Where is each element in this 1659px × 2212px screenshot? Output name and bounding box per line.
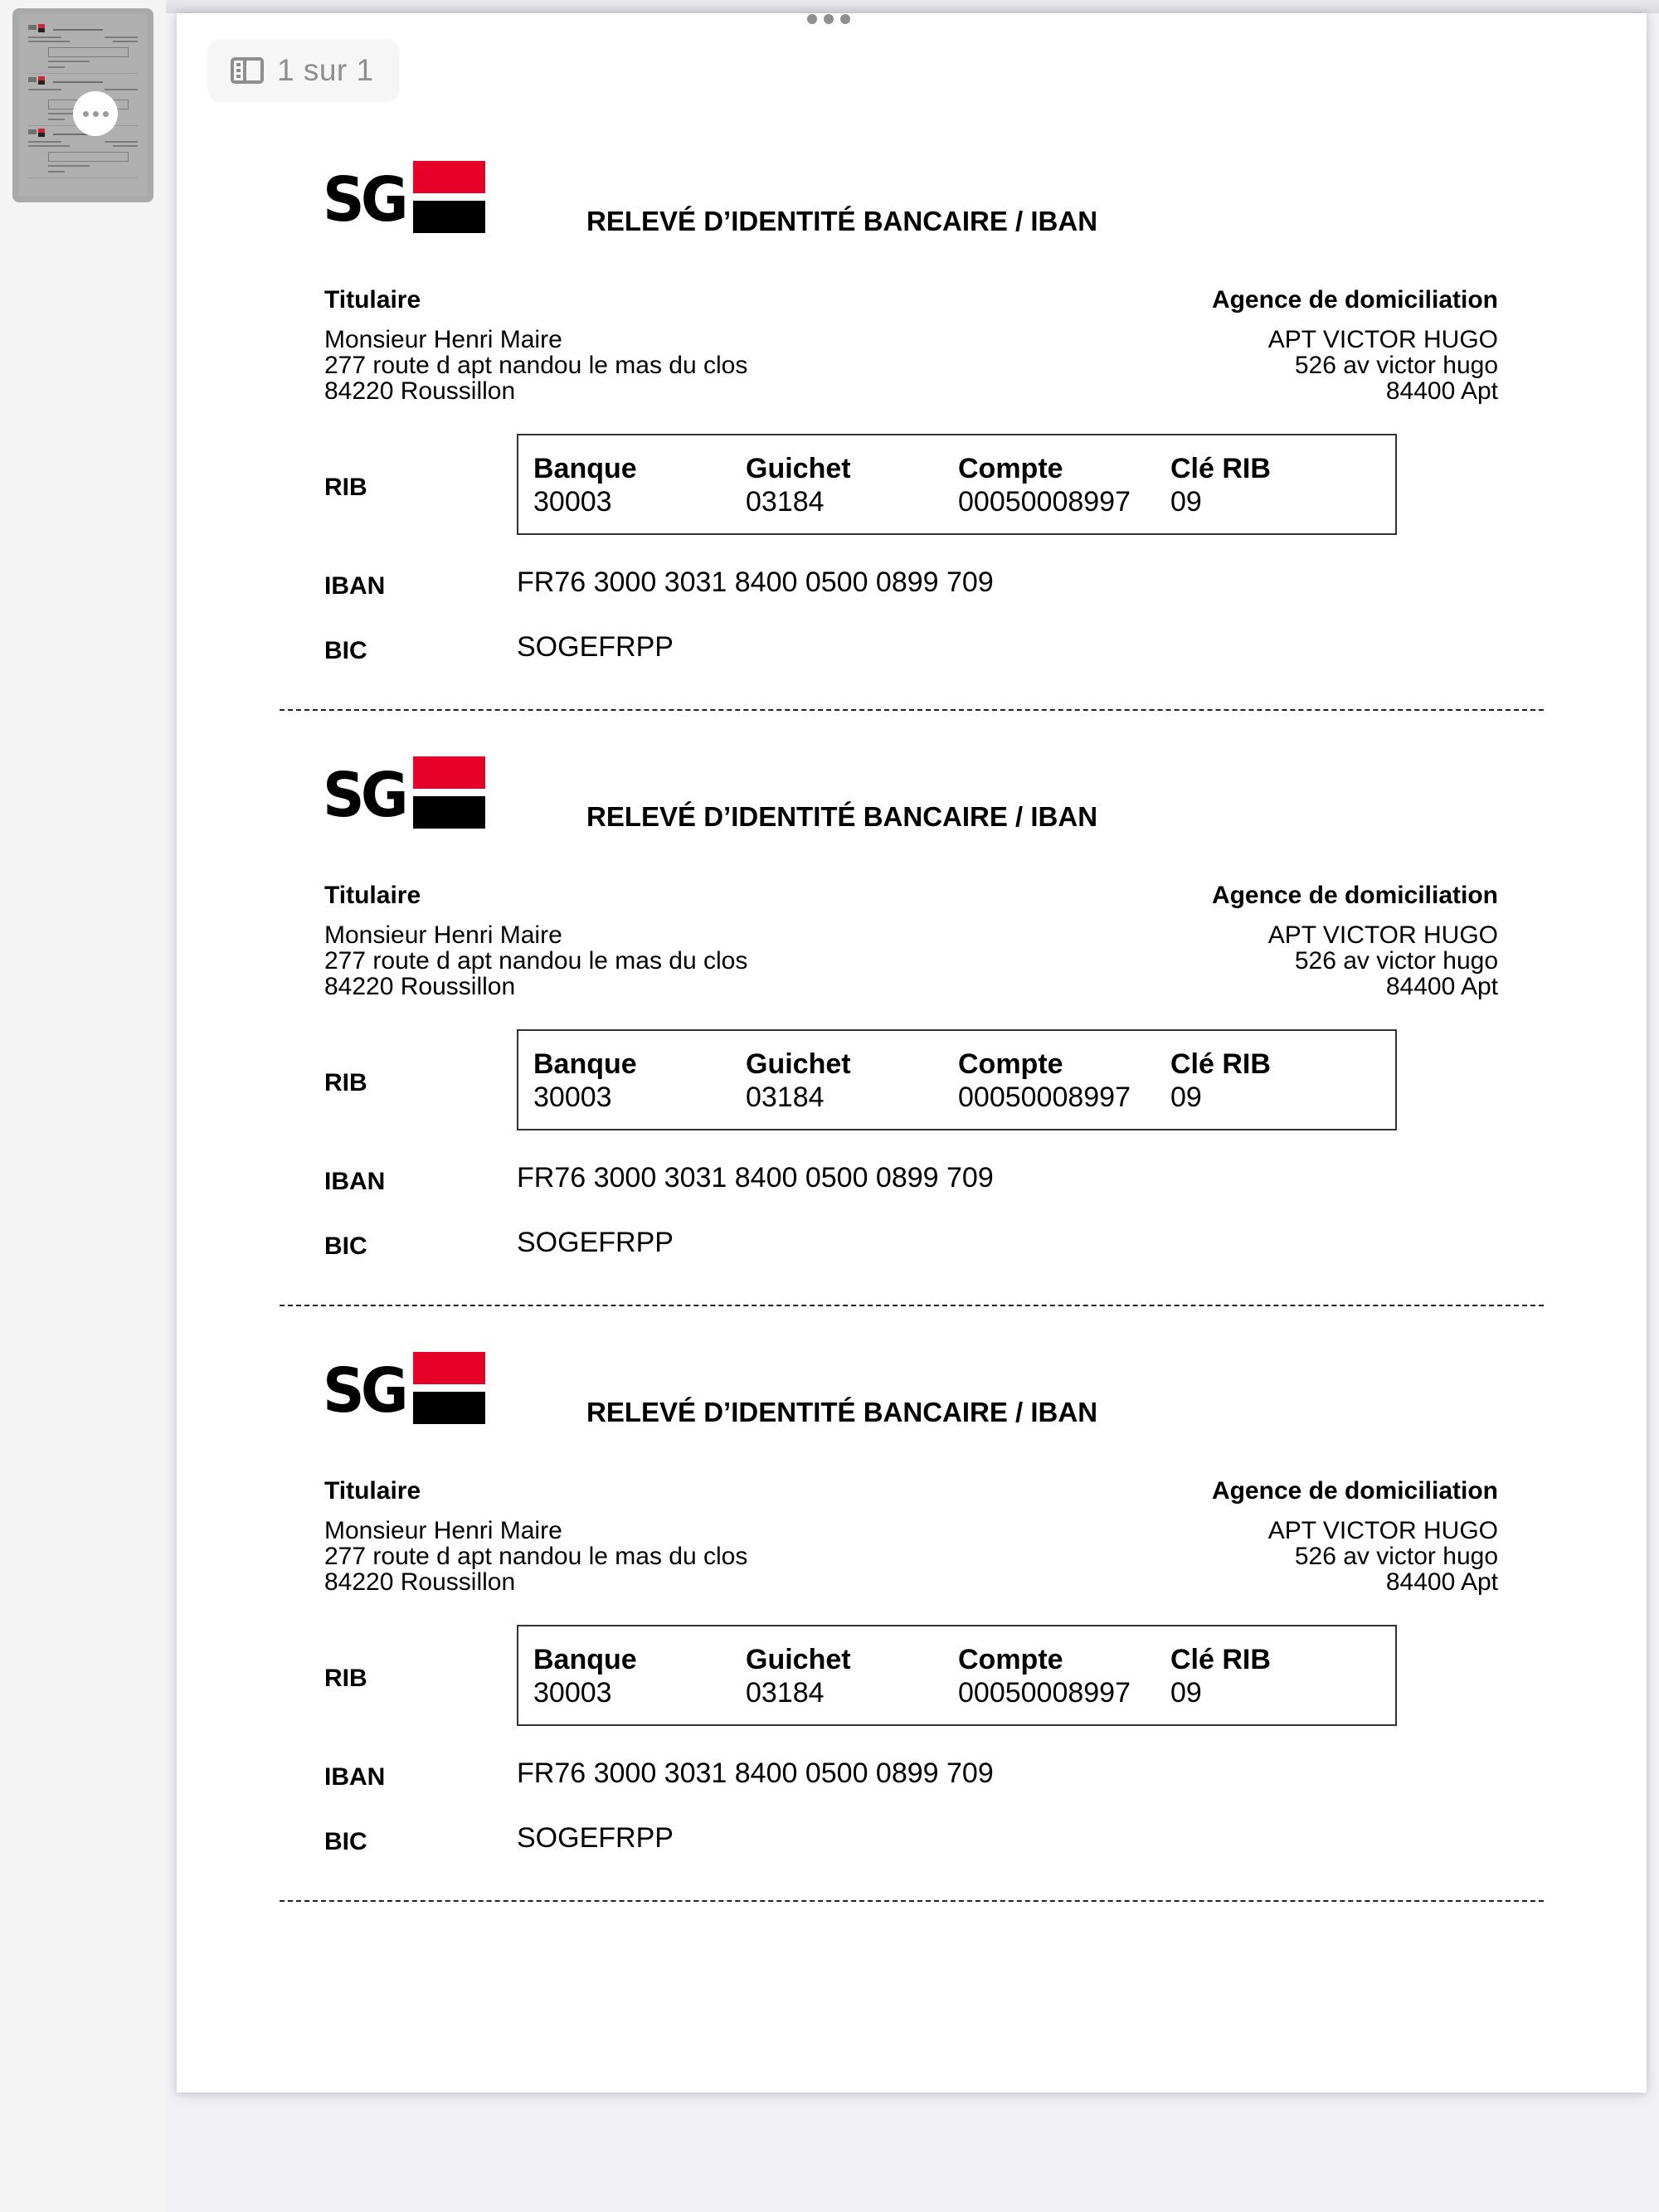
- rib-column-banque: [533, 452, 637, 518]
- holder-street: 277 route d apt nandou le mas du clos: [324, 947, 748, 975]
- holder-city: 84220 Roussillon: [324, 377, 516, 405]
- sg-logo-red-square: [413, 1352, 485, 1384]
- iban-label: IBAN: [324, 1168, 386, 1195]
- rib-block: [0, 596, 1659, 1260]
- sg-logo-black-square: [413, 796, 485, 829]
- rib-column-cle: [1170, 1048, 1271, 1114]
- bic-value: SOGEFRPP: [517, 631, 674, 663]
- agency-label: Agence de domiciliation: [1211, 882, 1498, 909]
- rib-value: 09: [1170, 1677, 1202, 1709]
- document-title: RELEVÉ D’IDENTITÉ BANCAIRE / IBAN: [586, 1397, 1098, 1427]
- rib-value: 09: [1170, 1082, 1202, 1113]
- iban-value: FR76 3000 3031 8400 0500 0899 709: [517, 566, 994, 598]
- rib-header: Guichet: [746, 1048, 851, 1080]
- dashed-separator: [280, 1900, 1544, 1902]
- sg-logo-black-square: [413, 1392, 485, 1424]
- agency-address: [1268, 922, 1498, 999]
- holder-label: Titulaire: [324, 882, 421, 909]
- rib-column-guichet: [746, 1643, 851, 1709]
- rib-table: [517, 434, 1397, 535]
- rib-block: [0, 0, 1659, 664]
- bic-value: SOGEFRPP: [517, 1822, 674, 1854]
- rib-header: Clé RIB: [1170, 1644, 1271, 1675]
- holder-label: Titulaire: [324, 286, 421, 314]
- agency-name: APT VICTOR HUGO: [1267, 1517, 1498, 1544]
- iban-label: IBAN: [324, 1763, 386, 1791]
- holder-street: 277 route d apt nandou le mas du clos: [324, 1543, 748, 1570]
- rib-label: RIB: [324, 1069, 367, 1096]
- rib-header: Banque: [533, 1644, 637, 1675]
- page-indicator-text: 1 sur 1: [277, 53, 374, 87]
- rib-value: 03184: [746, 1082, 825, 1113]
- agency-address: [1268, 1518, 1498, 1595]
- bic-value: SOGEFRPP: [517, 1227, 674, 1258]
- holder-label: Titulaire: [324, 1477, 421, 1505]
- rib-column-guichet: [746, 1048, 851, 1114]
- holder-address: [324, 922, 747, 999]
- sg-logo-red-square: [413, 161, 485, 193]
- holder-name: Monsieur Henri Maire: [324, 921, 562, 949]
- rib-header: Guichet: [746, 453, 851, 484]
- agency-city: 84400 Apt: [1385, 973, 1498, 1000]
- rib-column-cle: [1170, 452, 1271, 518]
- rib-column-guichet: [746, 452, 851, 518]
- rib-header: Guichet: [746, 1644, 851, 1675]
- rib-header: Clé RIB: [1170, 453, 1271, 484]
- holder-name: Monsieur Henri Maire: [324, 326, 562, 353]
- agency-label: Agence de domiciliation: [1211, 286, 1498, 314]
- agency-street: 526 av victor hugo: [1294, 352, 1498, 379]
- holder-city: 84220 Roussillon: [324, 973, 516, 1000]
- agency-street: 526 av victor hugo: [1294, 1543, 1498, 1570]
- rib-column-compte: [958, 1048, 1131, 1114]
- document-title: RELEVÉ D’IDENTITÉ BANCAIRE / IBAN: [586, 206, 1098, 236]
- rib-block: [0, 1191, 1659, 1855]
- rib-header: Compte: [958, 1048, 1063, 1080]
- rib-value: 30003: [533, 486, 612, 518]
- rib-value: 03184: [746, 1677, 825, 1709]
- bic-label: BIC: [324, 1232, 367, 1260]
- rib-header: Compte: [958, 453, 1063, 484]
- agency-street: 526 av victor hugo: [1294, 947, 1498, 975]
- rib-header: Banque: [533, 1048, 637, 1080]
- rib-column-banque: [533, 1643, 637, 1709]
- rib-column-compte: [958, 1643, 1131, 1709]
- holder-street: 277 route d apt nandou le mas du clos: [324, 352, 748, 379]
- rib-value: 03184: [746, 486, 825, 518]
- holder-name: Monsieur Henri Maire: [324, 1517, 562, 1544]
- agency-name: APT VICTOR HUGO: [1267, 326, 1498, 353]
- rib-value: 09: [1170, 486, 1202, 518]
- bic-label: BIC: [324, 1828, 367, 1855]
- iban-value: FR76 3000 3031 8400 0500 0899 709: [517, 1757, 994, 1789]
- agency-city: 84400 Apt: [1385, 377, 1498, 405]
- rib-header: Banque: [533, 453, 637, 484]
- bic-label: BIC: [324, 637, 367, 664]
- agency-city: 84400 Apt: [1385, 1568, 1498, 1596]
- sg-logo-red-square: [413, 756, 485, 789]
- holder-address: [324, 327, 747, 404]
- rib-value: 00050008997: [958, 1082, 1131, 1113]
- rib-header: Clé RIB: [1170, 1048, 1271, 1080]
- rib-column-cle: [1170, 1643, 1271, 1709]
- iban-label: IBAN: [324, 572, 386, 600]
- sg-logo-text: SG: [323, 760, 405, 831]
- document-title: RELEVÉ D’IDENTITÉ BANCAIRE / IBAN: [586, 801, 1098, 832]
- rib-table: [517, 1625, 1397, 1726]
- sg-logo-text: SG: [323, 164, 405, 236]
- rib-value: 30003: [533, 1677, 612, 1709]
- sg-logo-text: SG: [323, 1355, 405, 1427]
- iban-value: FR76 3000 3031 8400 0500 0899 709: [517, 1162, 994, 1194]
- rib-value: 00050008997: [958, 1677, 1131, 1709]
- holder-city: 84220 Roussillon: [324, 1568, 516, 1596]
- sg-logo-black-square: [413, 201, 485, 233]
- agency-name: APT VICTOR HUGO: [1267, 921, 1498, 949]
- rib-header: Compte: [958, 1644, 1063, 1675]
- holder-address: [324, 1518, 747, 1595]
- rib-value: 30003: [533, 1082, 612, 1113]
- agency-address: [1268, 327, 1498, 404]
- agency-label: Agence de domiciliation: [1211, 1477, 1498, 1505]
- rib-table: [517, 1029, 1397, 1130]
- rib-column-banque: [533, 1048, 637, 1114]
- rib-label: RIB: [324, 1665, 367, 1692]
- rib-value: 00050008997: [958, 486, 1131, 518]
- rib-column-compte: [958, 452, 1131, 518]
- rib-label: RIB: [324, 474, 367, 501]
